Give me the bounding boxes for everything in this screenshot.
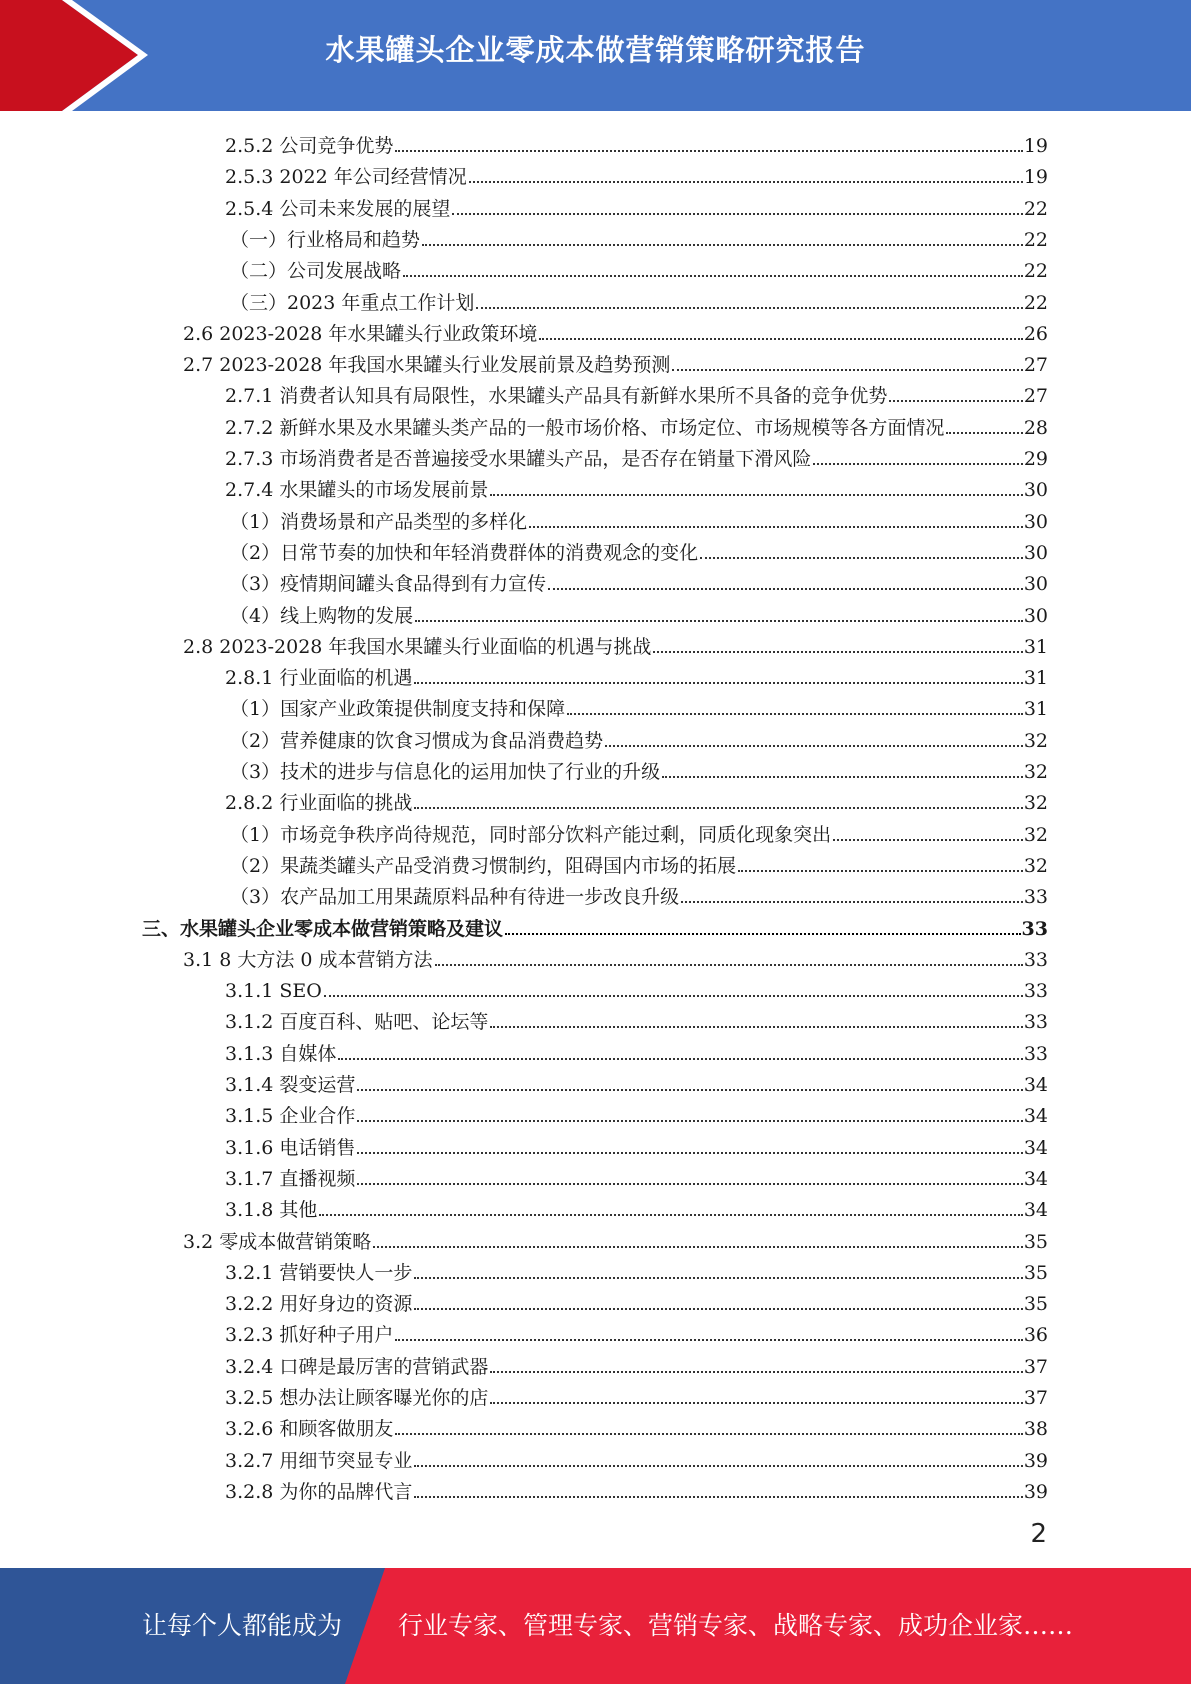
toc-entry[interactable] bbox=[230, 597, 1048, 628]
toc-entry-label: 3.1.6 电话销售 bbox=[225, 1136, 356, 1159]
toc-entry[interactable] bbox=[225, 1473, 1048, 1504]
toc-entry[interactable] bbox=[230, 690, 1048, 721]
toc-entry[interactable] bbox=[225, 659, 1048, 690]
toc-entry[interactable] bbox=[183, 1223, 1048, 1254]
toc-entry-label: （1）市场竞争秩序尚待规范，同时部分饮料产能过剩，同质化现象突出 bbox=[230, 823, 832, 846]
toc-entry[interactable] bbox=[225, 1097, 1048, 1128]
toc-leader-dots bbox=[338, 1058, 1022, 1060]
toc-entry-label: 2.7 2023-2028 年我国水果罐头行业发展前景及趋势预测 bbox=[183, 354, 671, 377]
toc-entry-page: 31 bbox=[1023, 698, 1048, 721]
toc-leader-dots bbox=[395, 1339, 1022, 1341]
report-title: 水果罐头企业零成本做营销策略研究报告 bbox=[325, 33, 866, 67]
page-header bbox=[0, 0, 1191, 111]
toc-entry-page: 27 bbox=[1023, 354, 1048, 377]
toc-entry-label: （1）消费场景和产品类型的多样化 bbox=[230, 510, 528, 533]
toc-leader-dots bbox=[476, 307, 1022, 309]
toc-leader-dots bbox=[548, 588, 1023, 590]
toc-entry-label: 3.2.6 和顾客做朋友 bbox=[225, 1418, 394, 1441]
toc-entry-label: 3.2.8 为你的品牌代言 bbox=[225, 1480, 413, 1503]
toc-entry-page: 33 bbox=[1023, 980, 1048, 1003]
toc-entry-page: 31 bbox=[1023, 667, 1048, 690]
toc-entry-label: （2）营养健康的饮食习惯成为食品消费趋势 bbox=[230, 729, 604, 752]
toc-entry-label: （3）农产品加工用果蔬原料品种有待进一步改良升级 bbox=[230, 886, 680, 909]
toc-leader-dots bbox=[813, 463, 1022, 465]
toc-entry-page: 39 bbox=[1023, 1449, 1048, 1472]
toc-leader-dots bbox=[435, 964, 1023, 966]
toc-entry[interactable] bbox=[225, 1254, 1048, 1285]
toc-entry-page: 33 bbox=[1023, 886, 1048, 909]
toc-entry-label: （3）技术的进步与信息化的运用加快了行业的升级 bbox=[230, 761, 661, 783]
toc-entry[interactable] bbox=[225, 409, 1048, 440]
toc-entry[interactable] bbox=[225, 377, 1048, 408]
toc-entry-page: 36 bbox=[1023, 1324, 1048, 1347]
toc-entry-page: 32 bbox=[1023, 854, 1048, 877]
toc-entry-page: 28 bbox=[1023, 416, 1048, 439]
toc-leader-dots bbox=[539, 338, 1022, 340]
toc-entry-label: 2.8.2 行业面临的挑战 bbox=[225, 792, 413, 815]
toc-entry-page: 30 bbox=[1023, 604, 1048, 627]
toc-entry-page: 37 bbox=[1023, 1355, 1048, 1378]
toc-leader-dots bbox=[414, 807, 1022, 809]
toc-leader-dots bbox=[403, 275, 1023, 277]
toc-entry[interactable] bbox=[225, 471, 1048, 502]
toc-entry-page: 39 bbox=[1023, 1480, 1048, 1503]
toc-entry-label: 3.1.5 企业合作 bbox=[225, 1105, 356, 1128]
toc-leader-dots bbox=[653, 651, 1022, 653]
toc-leader-dots bbox=[357, 1183, 1022, 1185]
toc-leader-dots bbox=[414, 1308, 1022, 1310]
toc-entry[interactable] bbox=[225, 158, 1048, 189]
toc-entry-page: 30 bbox=[1023, 541, 1048, 564]
toc-entry-label: （三）2023 年重点工作计划 bbox=[230, 291, 475, 314]
toc-entry-label: 3.2.7 用细节突显专业 bbox=[225, 1449, 413, 1472]
toc-entry-page: 32 bbox=[1023, 761, 1048, 783]
toc-entry-page: 32 bbox=[1023, 792, 1048, 815]
toc-leader-dots bbox=[373, 1246, 1023, 1248]
toc-entry[interactable] bbox=[230, 753, 1048, 784]
toc-entry-page: 30 bbox=[1023, 510, 1048, 533]
toc-entry-page: 33 bbox=[1023, 948, 1048, 971]
toc-entry-page: 33 bbox=[1021, 917, 1048, 940]
toc-leader-dots bbox=[889, 400, 1022, 402]
toc-leader-dots bbox=[469, 181, 1023, 183]
toc-entry[interactable] bbox=[225, 1129, 1048, 1160]
toc-entry[interactable] bbox=[225, 1035, 1048, 1066]
toc-leader-dots bbox=[833, 839, 1023, 841]
toc-entry[interactable] bbox=[230, 878, 1048, 909]
toc-entry[interactable] bbox=[183, 628, 1048, 659]
toc-entry[interactable] bbox=[230, 847, 1048, 878]
toc-entry[interactable] bbox=[183, 315, 1048, 346]
toc-entry[interactable] bbox=[225, 1160, 1048, 1191]
toc-entry-label: 2.8.1 行业面临的机遇 bbox=[225, 667, 413, 690]
toc-leader-dots bbox=[422, 244, 1023, 246]
toc-entry-page: 35 bbox=[1023, 1230, 1048, 1253]
toc-entry-label: 3.1.2 百度百科、贴吧、论坛等 bbox=[225, 1011, 489, 1034]
toc-entry[interactable] bbox=[225, 972, 1048, 1003]
toc-leader-dots bbox=[672, 369, 1022, 371]
toc-entry-label: 2.5.4 公司未来发展的展望 bbox=[225, 197, 451, 220]
toc-entry-page: 26 bbox=[1023, 322, 1048, 345]
toc-entry-page: 35 bbox=[1023, 1293, 1048, 1316]
toc-entry[interactable] bbox=[230, 565, 1048, 596]
toc-entry[interactable] bbox=[230, 284, 1048, 315]
toc-entry-label: 三、水果罐头企业零成本做营销策略及建议 bbox=[142, 917, 504, 940]
toc-entry-page: 31 bbox=[1023, 635, 1048, 658]
toc-entry-label: （2）果蔬类罐头产品受消费习惯制约，阻碍国内市场的拓展 bbox=[230, 854, 737, 877]
toc-entry[interactable] bbox=[183, 346, 1048, 377]
toc-leader-dots bbox=[529, 526, 1023, 528]
toc-entry[interactable] bbox=[225, 1066, 1048, 1097]
toc-entry[interactable] bbox=[225, 1442, 1048, 1473]
toc-leader-dots bbox=[490, 1371, 1022, 1373]
toc-entry-label: 3.2.1 营销要快人一步 bbox=[225, 1261, 413, 1284]
toc-entry-page: 34 bbox=[1023, 1136, 1048, 1159]
toc-entry-page: 19 bbox=[1023, 166, 1048, 189]
toc-entry-page: 34 bbox=[1023, 1105, 1048, 1128]
toc-entry[interactable] bbox=[225, 1285, 1048, 1316]
toc-entry[interactable] bbox=[230, 252, 1048, 283]
toc-entry[interactable] bbox=[225, 127, 1048, 158]
toc-entry-page: 19 bbox=[1023, 135, 1048, 157]
toc-leader-dots bbox=[567, 713, 1023, 715]
toc-entry-label: 3.2.2 用好身边的资源 bbox=[225, 1293, 413, 1316]
toc-entry-page: 27 bbox=[1023, 385, 1048, 408]
toc-leader-dots bbox=[505, 933, 1021, 935]
toc-entry-label: 3.2 零成本做营销策略 bbox=[183, 1230, 372, 1253]
page-number: 2 bbox=[1030, 1519, 1047, 1549]
toc-entry-label: 3.1.4 裂变运营 bbox=[225, 1074, 356, 1096]
toc-entry-page: 33 bbox=[1023, 1042, 1048, 1065]
toc-leader-dots bbox=[319, 1214, 1022, 1216]
toc-entry[interactable] bbox=[225, 440, 1048, 471]
toc-entry[interactable] bbox=[230, 534, 1048, 565]
toc-leader-dots bbox=[324, 995, 1023, 997]
toc-entry[interactable] bbox=[225, 784, 1048, 815]
toc-leader-dots bbox=[357, 1152, 1022, 1154]
toc-entry-page: 35 bbox=[1023, 1261, 1048, 1284]
toc-entry[interactable] bbox=[142, 910, 1048, 941]
toc-entry-page: 34 bbox=[1023, 1167, 1048, 1190]
toc-entry-label: 2.5.2 公司竞争优势 bbox=[225, 135, 394, 157]
toc-entry-label: 2.7.2 新鲜水果及水果罐头类产品的一般市场价格、市场定位、市场规模等各方面情况 bbox=[225, 416, 945, 439]
toc-leader-dots bbox=[605, 745, 1023, 747]
toc-leader-dots bbox=[490, 1402, 1022, 1404]
toc-leader-dots bbox=[414, 1277, 1022, 1279]
toc-entry-page: 22 bbox=[1023, 197, 1048, 220]
toc-entry-label: 3.1.3 自媒体 bbox=[225, 1042, 337, 1065]
toc-leader-dots bbox=[395, 150, 1022, 152]
toc-entry-page: 30 bbox=[1023, 479, 1048, 502]
toc-entry-label: 3.2.4 口碑是最厉害的营销武器 bbox=[225, 1355, 489, 1378]
toc-leader-dots bbox=[415, 620, 1023, 622]
toc-entry-label: 3.1.8 其他 bbox=[225, 1199, 318, 1222]
page-footer bbox=[0, 1568, 1191, 1684]
toc-entry-label: （2）日常节奏的加快和年轻消费群体的消费观念的变化 bbox=[230, 541, 699, 564]
toc-leader-dots bbox=[414, 1465, 1022, 1467]
toc-leader-dots bbox=[357, 1120, 1022, 1122]
toc-entry-label: 3.2.5 想办法让顾客曝光你的店 bbox=[225, 1387, 489, 1409]
toc-leader-dots bbox=[946, 432, 1022, 434]
toc-leader-dots bbox=[490, 1026, 1022, 1028]
toc-entry-label: 2.7.4 水果罐头的市场发展前景 bbox=[225, 479, 489, 502]
toc-entry-label: 2.7.3 市场消费者是否普遍接受水果罐头产品，是否存在销量下滑风险 bbox=[225, 448, 812, 470]
toc-entry-page: 38 bbox=[1023, 1418, 1048, 1441]
toc-entry-label: 2.7.1 消费者认知具有局限性，水果罐头产品具有新鲜水果所不具备的竞争优势 bbox=[225, 385, 888, 408]
toc-entry-page: 22 bbox=[1023, 228, 1048, 251]
toc-leader-dots bbox=[681, 901, 1023, 903]
toc-entry[interactable] bbox=[225, 1379, 1048, 1410]
toc-leader-dots bbox=[395, 1433, 1022, 1435]
toc-leader-dots bbox=[738, 870, 1023, 872]
toc-entry-label: （3）疫情期间罐头食品得到有力宣传 bbox=[230, 573, 547, 596]
toc-entry-label: （一）行业格局和趋势 bbox=[230, 228, 421, 251]
toc-entry-label: （4）线上购物的发展 bbox=[230, 604, 414, 627]
toc-entry[interactable] bbox=[225, 1348, 1048, 1379]
toc-entry-page: 30 bbox=[1023, 573, 1048, 596]
toc-leader-dots bbox=[662, 776, 1023, 778]
toc-entry[interactable] bbox=[230, 722, 1048, 753]
toc-entry-page: 34 bbox=[1023, 1199, 1048, 1222]
toc-entry-label: 2.8 2023-2028 年我国水果罐头行业面临的机遇与挑战 bbox=[183, 635, 652, 658]
toc-entry-page: 32 bbox=[1023, 823, 1048, 846]
toc-entry-label: 2.6 2023-2028 年水果罐头行业政策环境 bbox=[183, 322, 538, 345]
toc-leader-dots bbox=[490, 494, 1022, 496]
toc-leader-dots bbox=[700, 557, 1023, 559]
toc-entry[interactable] bbox=[225, 190, 1048, 221]
toc-leader-dots bbox=[414, 682, 1022, 684]
toc-entry-page: 33 bbox=[1023, 1011, 1048, 1034]
footer-slogan-right: 行业专家、管理专家、营销专家、战略专家、成功企业家…… bbox=[398, 1611, 1074, 1640]
toc-entry-label: 2.5.3 2022 年公司经营情况 bbox=[225, 166, 467, 189]
toc-entry-page: 22 bbox=[1023, 291, 1048, 314]
toc-entry[interactable] bbox=[230, 816, 1048, 847]
toc-leader-dots bbox=[357, 1089, 1022, 1091]
toc-leader-dots bbox=[414, 1496, 1022, 1498]
toc-entry[interactable] bbox=[230, 503, 1048, 534]
footer-slogan-left: 让每个人都能成为 bbox=[142, 1611, 343, 1640]
toc-entry[interactable] bbox=[230, 221, 1048, 252]
toc-entry[interactable] bbox=[225, 1003, 1048, 1034]
toc-entry-page: 32 bbox=[1023, 729, 1048, 752]
toc-entry-page: 37 bbox=[1023, 1387, 1048, 1409]
toc-entry-label: 3.1.7 直播视频 bbox=[225, 1167, 356, 1190]
toc-entry-label: 3.1.1 SEO bbox=[225, 980, 322, 1003]
toc-entry[interactable] bbox=[183, 941, 1048, 972]
toc-entry-label: （1）国家产业政策提供制度支持和保障 bbox=[230, 698, 566, 721]
toc-entry-label: （二）公司发展战略 bbox=[230, 260, 402, 283]
toc-entry[interactable] bbox=[225, 1410, 1048, 1441]
toc-entry-label: 3.1 8 大方法 0 成本营销方法 bbox=[183, 948, 433, 971]
toc-entry-page: 29 bbox=[1023, 448, 1048, 470]
toc-leader-dots bbox=[452, 213, 1022, 215]
toc-entry[interactable] bbox=[225, 1191, 1048, 1222]
toc-entry-page: 34 bbox=[1023, 1074, 1048, 1096]
toc-entry[interactable] bbox=[225, 1316, 1048, 1347]
toc-entry-label: 3.2.3 抓好种子用户 bbox=[225, 1324, 394, 1347]
toc-entry-page: 22 bbox=[1023, 260, 1048, 283]
